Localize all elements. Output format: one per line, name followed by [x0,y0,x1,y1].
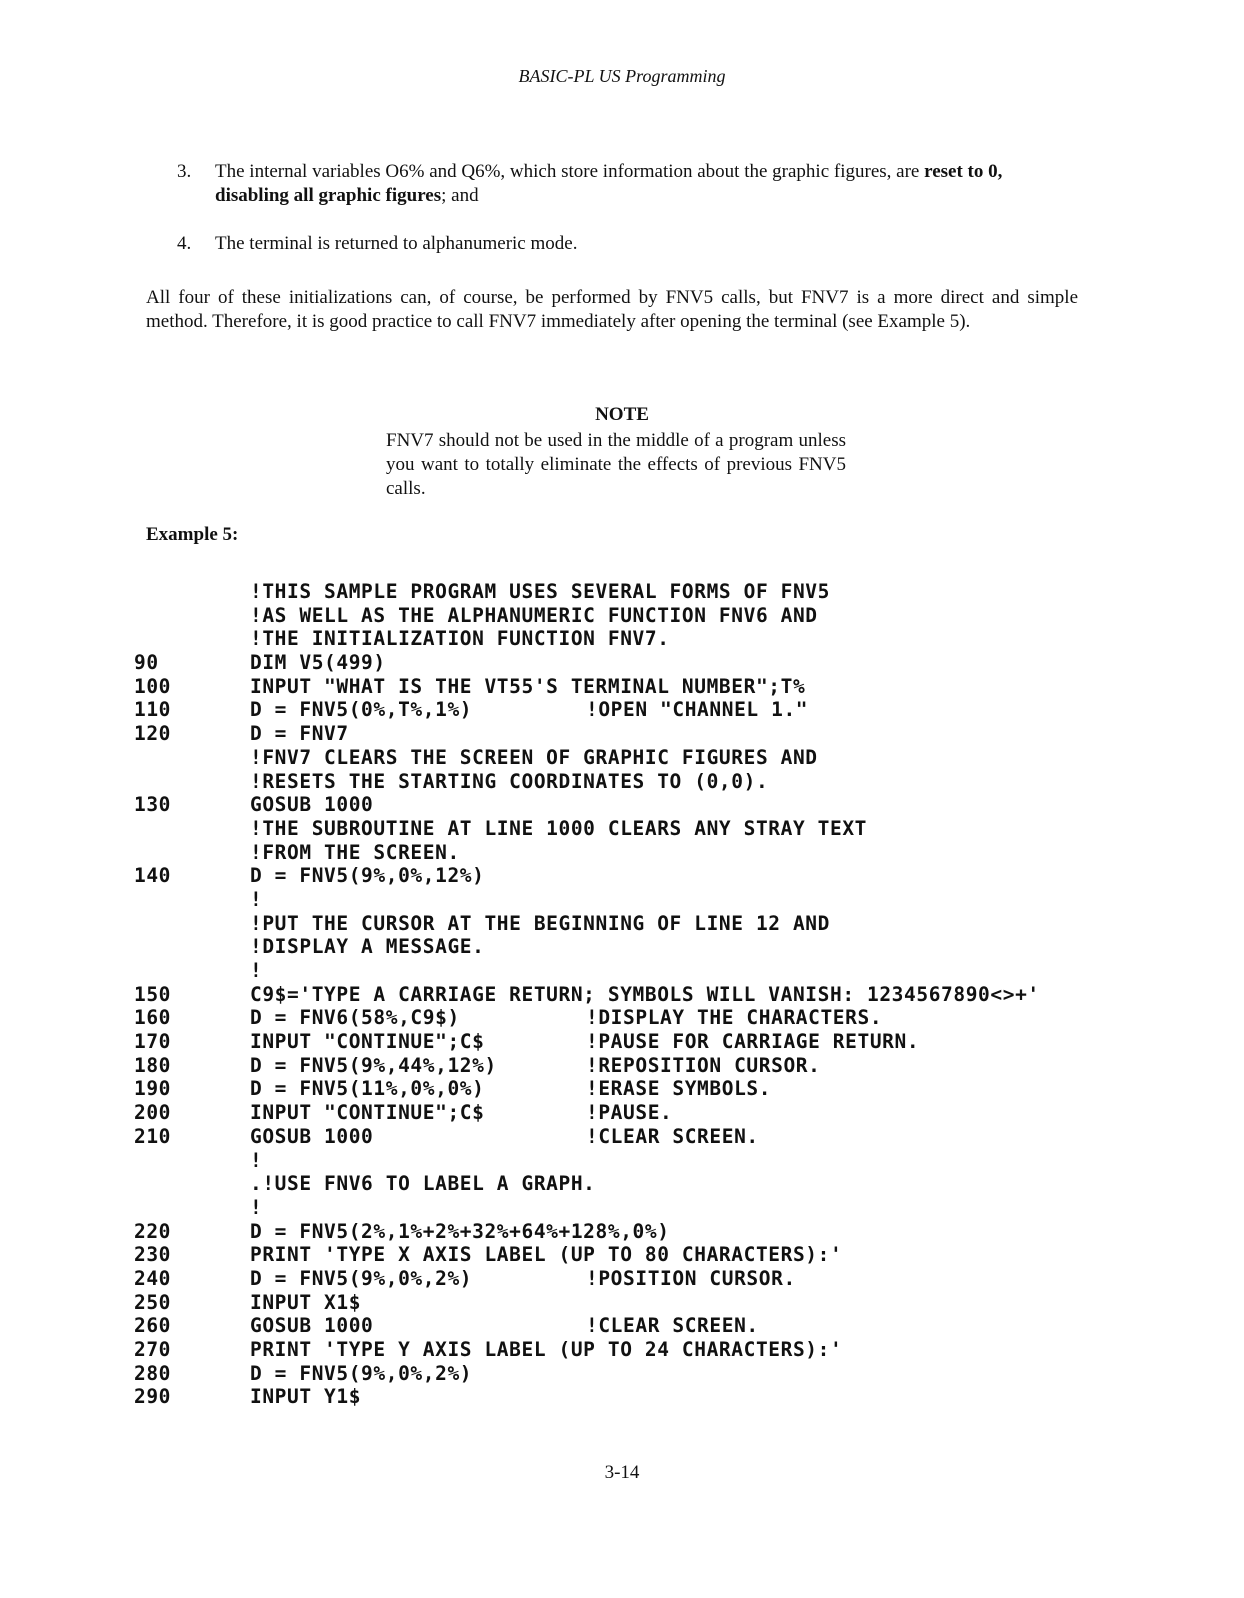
list-item-text-bold: reset to 0, disabling all graphic figures [215,161,1003,206]
code-statement: !THE SUBROUTINE AT LINE 1000 CLEARS ANY STRAY TEXT [250,816,867,840]
code-statement: ! [250,887,263,911]
code-line [134,817,1234,841]
code-line [134,1172,1234,1196]
code-comment: !ERASE SYMBOLS. [586,1077,772,1101]
code-line-number: 280 [134,1361,172,1385]
code-statement: GOSUB 1000 [250,793,374,817]
code-statement: INPUT "WHAT IS THE VT55'S TERMINAL NUMBER";T% [250,674,806,698]
code-statement: !FNV7 CLEARS THE SCREEN OF GRAPHIC FIGURES AND [250,745,818,769]
code-statement: C9$='TYPE A CARRIAGE RETURN; SYMBOLS WILL VANISH: 1234567890<>+' [250,982,1040,1006]
code-line [134,746,1234,770]
code-line [134,983,1234,1007]
code-statement: D = FNV5(11%,0%,0%) [250,1077,485,1101]
code-statement: !THE INITIALIZATION FUNCTION FNV7. [250,627,670,651]
body-paragraph: All four of these initializations can, of course, be performed by FNV5 calls, but FNV7 is a more direct and simple method. Therefore, it is good practice to call FNV7 immediately after opening the terminal (see Example 5). [146,287,1078,332]
code-line [134,1291,1234,1315]
code-line [134,770,1234,794]
code-line [134,698,1234,722]
code-listing [134,580,1234,1409]
code-line-number: 180 [134,1053,172,1077]
code-line-number: 240 [134,1266,172,1290]
note-title: NOTE [595,404,649,425]
code-comment: !CLEAR SCREEN. [586,1314,759,1338]
code-line [134,841,1234,865]
code-line [134,888,1234,912]
code-comment: !POSITION CURSOR. [586,1266,796,1290]
code-line [134,935,1234,959]
code-line [134,959,1234,983]
code-line-number: 120 [134,722,172,746]
code-line [134,1385,1234,1409]
list-item-text-tail: ; and [441,185,479,206]
code-statement: INPUT "CONTINUE";C$ [250,1030,485,1054]
code-line-number: 200 [134,1101,172,1125]
code-line [134,1054,1234,1078]
code-line-number: 230 [134,1243,172,1267]
code-statement: D = FNV7 [250,722,349,746]
list-item-number: 3. [177,161,192,182]
list-item-text-regular: The internal variables O6% and Q6%, which store information about the graphic figures, are [215,161,925,182]
code-line [134,1362,1234,1386]
code-statement: PRINT 'TYPE Y AXIS LABEL (UP TO 24 CHARACTERS):' [250,1338,843,1361]
code-line-number: 190 [134,1077,172,1101]
list-item-text-regular: The terminal is returned to alphanumeric mode. [215,233,578,254]
code-line [134,1338,1234,1362]
code-line-number: 160 [134,1006,172,1030]
code-line-number: 290 [134,1385,172,1409]
code-statement: .!USE FNV6 TO LABEL A GRAPH. [250,1172,596,1196]
code-comment: !CLEAR SCREEN. [586,1124,759,1148]
code-line-number: 100 [134,674,172,698]
code-line [134,1314,1234,1338]
code-statement: !PUT THE CURSOR AT THE BEGINNING OF LINE 12 AND [250,911,830,935]
code-statement: INPUT "CONTINUE";C$ [250,1101,485,1125]
code-line-number: 220 [134,1219,172,1243]
code-line [134,1030,1234,1054]
code-line [134,793,1234,817]
code-line [134,1243,1234,1267]
code-statement: !DISPLAY A MESSAGE. [250,935,485,959]
code-statement: D = FNV5(9%,44%,12%) [250,1053,497,1077]
code-line [134,1077,1234,1101]
running-header: BASIC-PL US Programming [518,66,726,86]
code-line-number: 270 [134,1338,172,1361]
code-line [134,1125,1234,1149]
code-line-number: 90 [134,651,159,675]
code-statement: D = FNV5(9%,0%,2%) [250,1266,473,1290]
code-statement: DIM V5(499) [250,651,386,675]
code-line-number: 110 [134,698,172,722]
code-line [134,912,1234,936]
code-line-number: 250 [134,1290,172,1314]
code-line [134,675,1234,699]
code-statement: INPUT Y1$ [250,1385,362,1409]
code-statement: ! [250,1148,263,1172]
code-line [134,1267,1234,1291]
code-line [134,627,1234,651]
list-item-text [215,232,1075,256]
code-statement: GOSUB 1000 [250,1314,374,1338]
code-statement: !FROM THE SCREEN. [250,840,460,864]
list-item-text [215,160,1075,208]
code-comment: !DISPLAY THE CHARACTERS. [586,1006,883,1030]
code-comment: !REPOSITION CURSOR. [586,1053,821,1077]
code-comment: !OPEN "CHANNEL 1." [586,698,809,722]
code-line [134,1149,1234,1173]
code-statement: GOSUB 1000 [250,1124,374,1148]
code-statement: ! [250,1195,263,1219]
note-body: FNV7 should not be used in the middle of a program unless you want to totally eliminate the effects of previous FNV5 calls. [386,430,846,499]
code-statement: ! [250,959,263,982]
code-comment: !PAUSE FOR CARRIAGE RETURN. [586,1030,920,1054]
code-statement: D = FNV5(2%,1%+2%+32%+64%+128%,0%) [250,1219,670,1243]
code-statement: D = FNV5(9%,0%,12%) [250,864,485,888]
code-line-number: 130 [134,793,172,817]
code-statement: !THIS SAMPLE PROGRAM USES SEVERAL FORMS OF FNV5 [250,580,830,603]
code-line [134,722,1234,746]
code-line-number: 150 [134,982,172,1006]
page-number: 3-14 [604,1462,640,1483]
code-line [134,1006,1234,1030]
list-item-number: 4. [177,233,192,254]
code-comment: !PAUSE. [586,1101,673,1125]
code-statement: D = FNV5(9%,0%,2%) [250,1361,473,1385]
code-statement: PRINT 'TYPE X AXIS LABEL (UP TO 80 CHARACTERS):' [250,1243,843,1267]
code-line [134,580,1234,604]
example-label: Example 5: [146,524,239,545]
code-statement: !RESETS THE STARTING COORDINATES TO (0,0). [250,769,769,793]
code-line-number: 140 [134,864,172,888]
code-line [134,1220,1234,1244]
code-line-number: 260 [134,1314,172,1338]
code-line [134,651,1234,675]
code-line [134,1196,1234,1220]
code-statement: INPUT X1$ [250,1290,362,1314]
code-line-number: 210 [134,1124,172,1148]
code-line [134,604,1234,628]
code-statement: !AS WELL AS THE ALPHANUMERIC FUNCTION FNV6 AND [250,603,818,627]
code-line [134,864,1234,888]
code-statement: D = FNV6(58%,C9$) [250,1006,460,1030]
code-statement: D = FNV5(0%,T%,1%) [250,698,473,722]
code-line [134,1101,1234,1125]
code-line-number: 170 [134,1030,172,1054]
